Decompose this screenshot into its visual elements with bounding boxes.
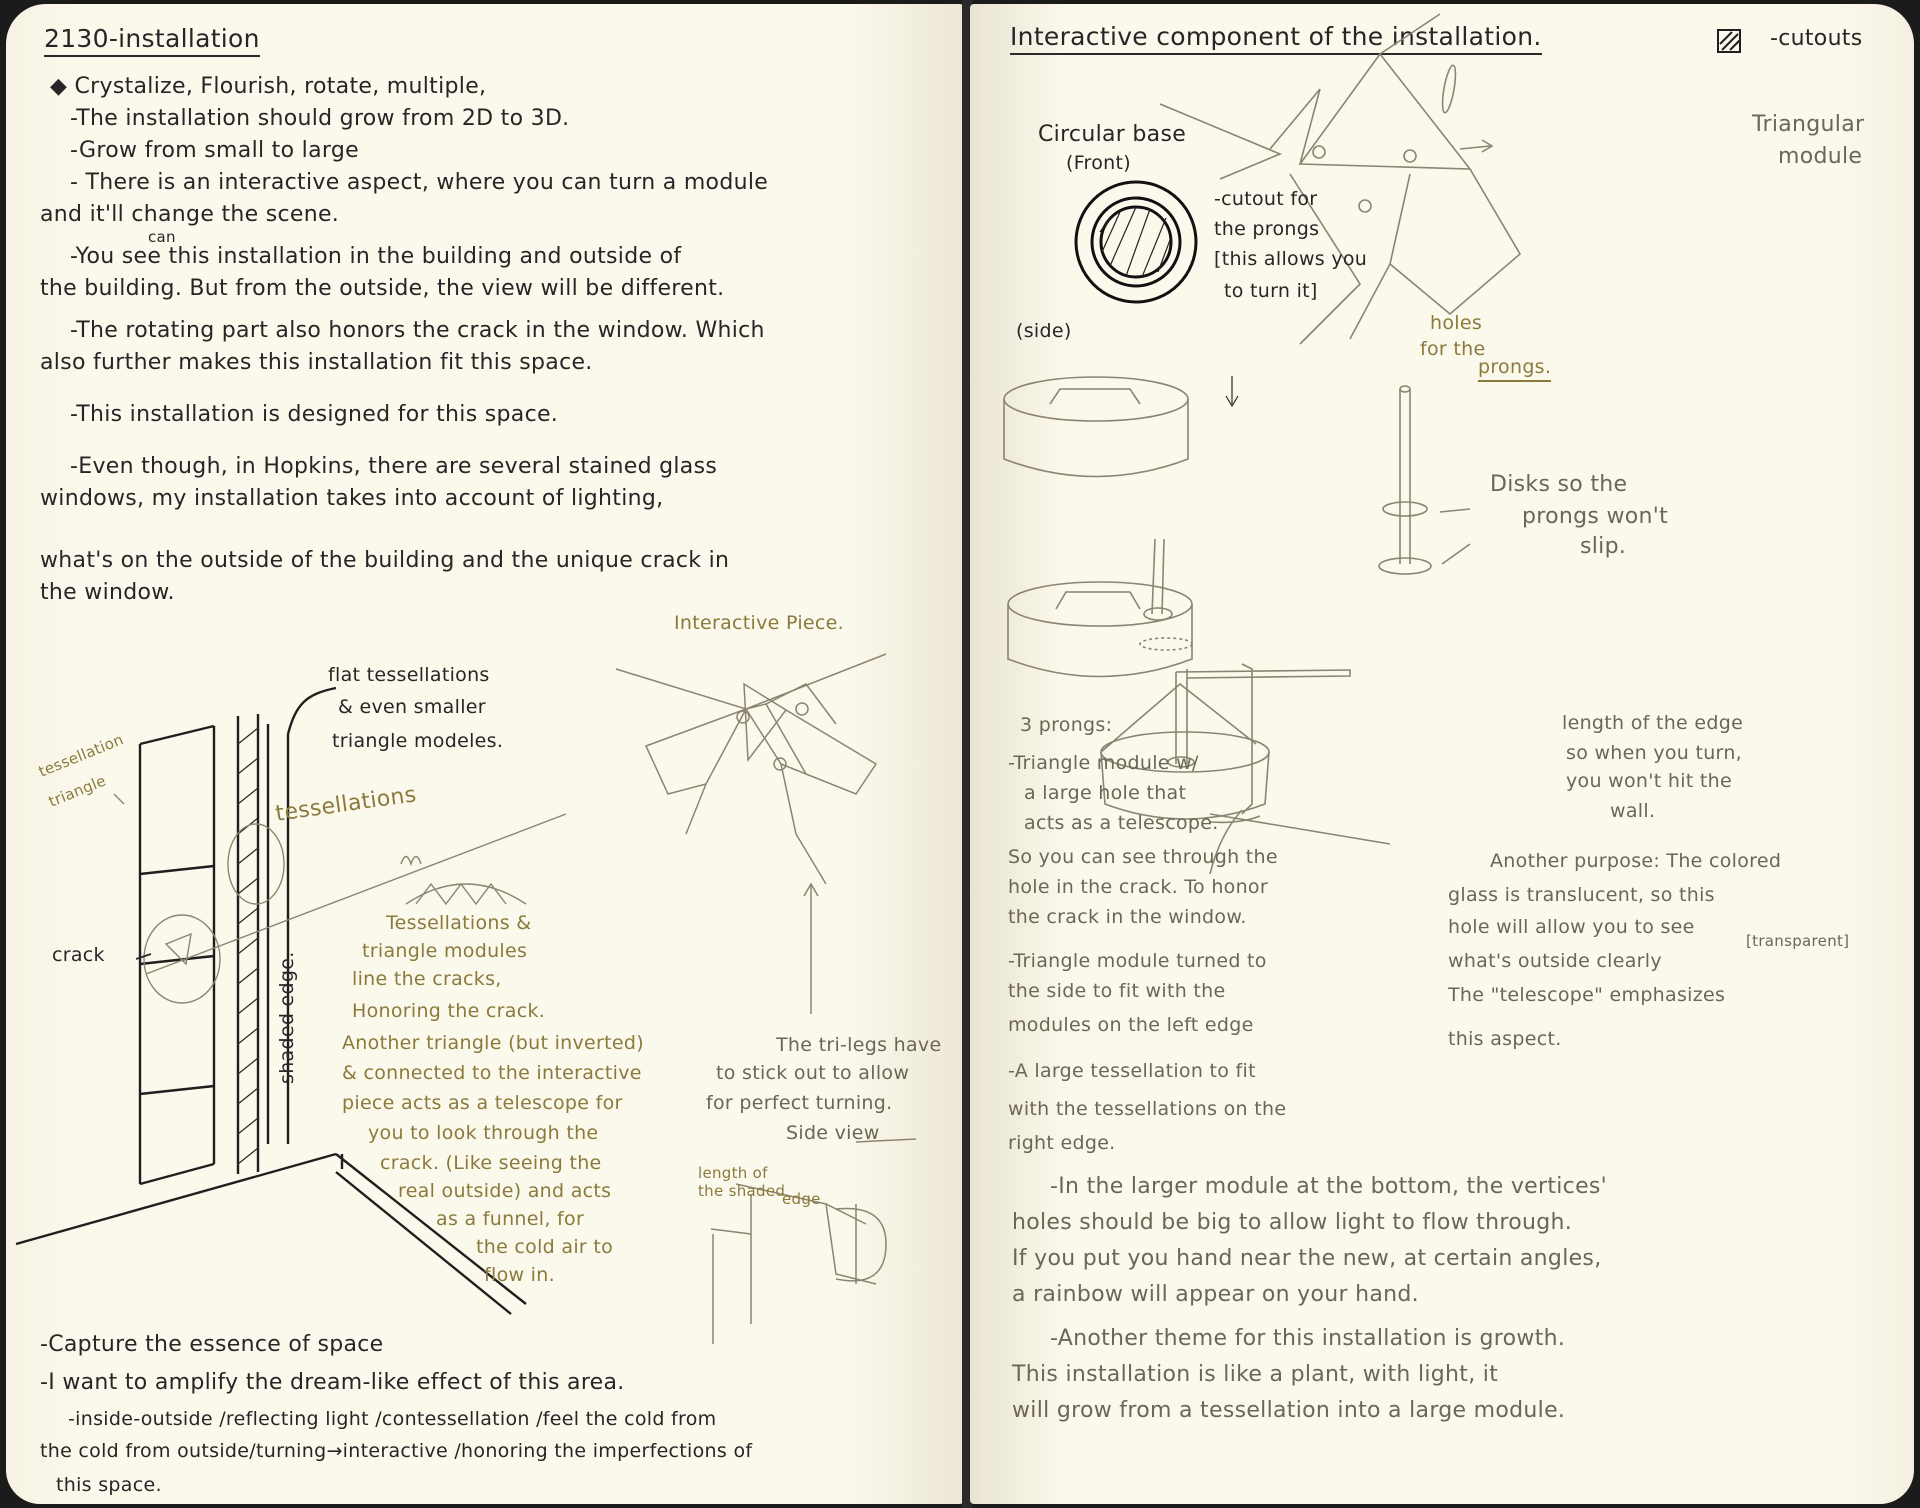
triangular-module-label-2: module — [1778, 144, 1863, 169]
purpose-note-2: glass is translucent, so this — [1448, 884, 1715, 906]
tessellation-triangle-label-2: triangle — [46, 771, 109, 811]
prongs-heading: 3 prongs: — [1020, 714, 1113, 736]
prongs-note-2: a large hole that — [1024, 782, 1187, 804]
tessellation-note-8: you to look through the — [368, 1122, 599, 1144]
prongs-note-3: acts as a telescope. — [1024, 812, 1219, 834]
right-page — [970, 4, 1914, 1504]
prongs-note-7: -Triangle module turned to — [1008, 950, 1267, 972]
interactive-piece-label: Interactive Piece. — [674, 612, 844, 634]
cutout-note-3: [this allows you — [1214, 248, 1368, 270]
caret-insertion: can — [148, 228, 176, 246]
prongs-note-10: -A large tessellation to fit — [1008, 1060, 1256, 1082]
shaded-edge-label: shaded edge. — [276, 951, 298, 1084]
bottom-paragraph-3: If you put you hand near the new, at certain angles, — [1012, 1246, 1602, 1271]
prongs-note-9: modules on the left edge — [1008, 1014, 1254, 1036]
holes-note-2: for the — [1420, 338, 1486, 360]
tri-legs-note-1: The tri-legs have — [776, 1034, 942, 1056]
length-note-2: so when you turn, — [1566, 742, 1743, 764]
length-note-4: wall. — [1610, 800, 1656, 822]
bottom-paragraph-1: -In the larger module at the bottom, the vertices' — [1050, 1174, 1608, 1199]
tessellations-label: tessellations — [274, 782, 418, 827]
triangular-module-label-1: Triangular — [1752, 112, 1865, 137]
closing-line-2: -I want to amplify the dream-like effect of this area. — [40, 1370, 625, 1395]
bottom-paragraph-7: will grow from a tessellation into a large module. — [1012, 1398, 1566, 1423]
closing-line-5: this space. — [56, 1474, 162, 1496]
tessellation-note-6: & connected to the interactive — [342, 1062, 642, 1084]
tri-legs-note-3: for perfect turning. — [706, 1092, 893, 1114]
side-label: (side) — [1016, 320, 1072, 342]
bullet-line-7: the building. But from the outside, the view will be different. — [40, 276, 725, 301]
prongs-note-5: hole in the crack. To honor — [1008, 876, 1268, 898]
purpose-note-3: hole will allow you to see — [1448, 916, 1695, 938]
tri-legs-note-2: to stick out to allow — [716, 1062, 910, 1084]
left-page-title: 2130-installation — [44, 24, 260, 57]
purpose-note-1: Another purpose: The colored — [1490, 850, 1782, 872]
tessellation-note-3: line the cracks, — [352, 968, 502, 990]
flat-tessellations-label-2: & even smaller — [338, 696, 486, 718]
bullet-line-9: also further makes this installation fit this space. — [40, 350, 593, 375]
bullet-line-10: -This installation is designed for this space. — [70, 402, 559, 427]
bullet-line-14: the window. — [40, 580, 175, 605]
tessellation-note-9: crack. (Like seeing the — [380, 1152, 602, 1174]
prongs-note-8: the side to fit with the — [1008, 980, 1226, 1002]
length-note-3: you won't hit the — [1566, 770, 1732, 792]
length-shaded-edge-1: length of — [698, 1164, 768, 1182]
bullet-line-11: -Even though, in Hopkins, there are several stained glass — [70, 454, 718, 479]
disks-note-1: Disks so the — [1490, 472, 1628, 497]
crack-label: crack — [52, 944, 105, 966]
bullet-line-5: and it'll change the scene. — [40, 202, 340, 227]
tessellation-note-7: piece acts as a telescope for — [342, 1092, 623, 1114]
cutout-note-1: -cutout for — [1214, 188, 1318, 210]
side-view-label: Side view — [786, 1122, 880, 1144]
tessellation-note-5: Another triangle (but inverted) — [342, 1032, 644, 1054]
closing-line-1: -Capture the essence of space — [40, 1332, 384, 1357]
bullet-line-2: -The installation should grow from 2D to 3D. — [70, 106, 570, 131]
prongs-note-1: -Triangle module w/ — [1008, 752, 1199, 774]
cutout-note-2: the prongs — [1214, 218, 1320, 240]
bullet-line-6: -You see this installation in the building and outside of — [70, 244, 682, 269]
holes-note-1: holes — [1430, 312, 1483, 334]
front-label: (Front) — [1066, 152, 1131, 174]
disks-note-2: prongs won't — [1522, 504, 1669, 529]
tessellation-note-13: flow in. — [484, 1264, 555, 1286]
length-note-1: length of the edge — [1562, 712, 1744, 734]
right-page-title: Interactive component of the installation. — [1010, 22, 1542, 55]
tessellation-note-1: Tessellations & — [386, 912, 532, 934]
length-shaded-edge-2: the shaded — [698, 1182, 786, 1200]
closing-line-4: the cold from outside/turning→interactive /honoring the imperfections of — [40, 1440, 753, 1462]
flat-tessellations-label-1: flat tessellations — [328, 664, 490, 686]
bullet-line-13: what's on the outside of the building and the unique crack in — [40, 548, 730, 573]
cutout-note-4: to turn it] — [1224, 280, 1318, 302]
tessellation-triangle-label-1: tessellation — [36, 730, 127, 781]
purpose-note-5: The "telescope" emphasizes — [1448, 984, 1726, 1006]
tessellation-note-2: triangle modules — [362, 940, 528, 962]
bullet-line-12: windows, my installation takes into account of lighting, — [40, 486, 664, 511]
circular-base-label: Circular base — [1038, 122, 1187, 147]
disks-note-3: slip. — [1580, 534, 1627, 559]
cutouts-legend: -cutouts — [1770, 26, 1863, 51]
tessellation-note-4: Honoring the crack. — [352, 1000, 546, 1022]
tessellation-note-12: the cold air to — [476, 1236, 614, 1258]
bullet-line-4: - There is an interactive aspect, where you can turn a module — [70, 170, 769, 195]
length-shaded-edge-3: edge — [782, 1190, 821, 1208]
bullet-line-3: -Grow from small to large — [70, 138, 359, 163]
purpose-note-6: this aspect. — [1448, 1028, 1562, 1050]
prongs-note-12: right edge. — [1008, 1132, 1116, 1154]
bullet-line-1: ◆ Crystalize, Flourish, rotate, multiple, — [50, 74, 487, 99]
bottom-paragraph-5: -Another theme for this installation is growth. — [1050, 1326, 1566, 1351]
transparent-note: [transparent] — [1746, 932, 1850, 950]
prongs-note-4: So you can see through the — [1008, 846, 1278, 868]
prongs-note-11: with the tessellations on the — [1008, 1098, 1287, 1120]
tessellation-note-11: as a funnel, for — [436, 1208, 585, 1230]
closing-line-3: -inside-outside /reflecting light /contessellation /feel the cold from — [68, 1408, 717, 1430]
bullet-line-8: -The rotating part also honors the crack in the window. Which — [70, 318, 765, 343]
bottom-paragraph-2: holes should be big to allow light to flow through. — [1012, 1210, 1573, 1235]
bottom-paragraph-6: This installation is like a plant, with light, it — [1012, 1362, 1499, 1387]
flat-tessellations-label-3: triangle modeles. — [332, 730, 504, 752]
purpose-note-4: what's outside clearly — [1448, 950, 1662, 972]
prongs-note-6: the crack in the window. — [1008, 906, 1247, 928]
holes-note-3: prongs. — [1478, 356, 1551, 382]
bottom-paragraph-4: a rainbow will appear on your hand. — [1012, 1282, 1419, 1307]
tessellation-note-10: real outside) and acts — [398, 1180, 612, 1202]
left-page — [6, 4, 964, 1504]
